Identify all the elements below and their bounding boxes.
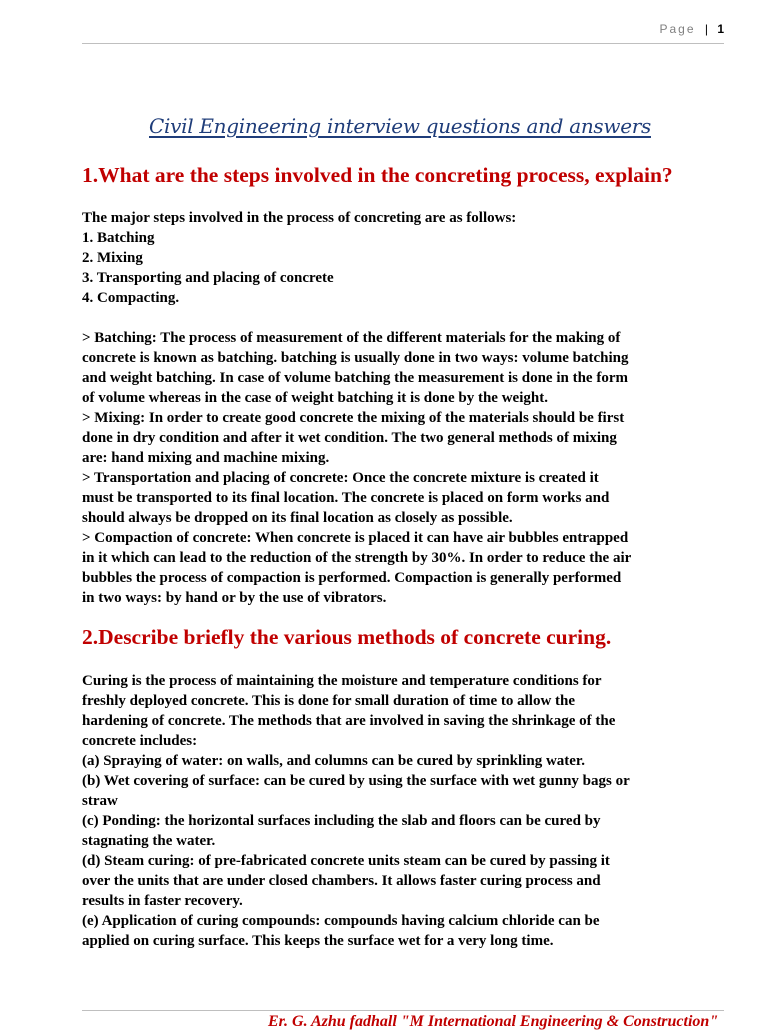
answer-line: (c) Ponding: the horizontal surfaces including the slab and floors can be cured by	[82, 813, 601, 829]
answer-line: should always be dropped on its final location as closely as possible.	[82, 510, 513, 526]
answer-line: 3. Transporting and placing of concrete	[82, 270, 334, 286]
question-1-heading: 1.What are the steps involved in the concreting process, explain?	[82, 163, 673, 187]
answer-line: and weight batching. In case of volume batching the measurement is done in the form	[82, 370, 628, 386]
answer-line: 4. Compacting.	[82, 290, 180, 306]
page-separator: |	[704, 22, 710, 36]
answer-line: results in faster recovery.	[82, 893, 243, 909]
answer-line: are: hand mixing and machine mixing.	[82, 450, 330, 466]
answer-line: (b) Wet covering of surface: can be cured by using the surface with wet gunny bags or	[82, 773, 630, 789]
answer-line: > Batching: The process of measurement of the different materials for the making of	[82, 330, 621, 346]
answer-line: 2. Mixing	[82, 250, 143, 266]
answer-line: > Transportation and placing of concrete: Once the concrete mixture is created it	[82, 470, 599, 486]
page-number: 1	[717, 22, 724, 36]
footer-text: Er. G. Azhu fadhall "M International Engineering & Construction"	[268, 1013, 719, 1030]
question-2-answer	[82, 671, 730, 951]
answer-line: concrete includes:	[82, 733, 198, 749]
answer-line: must be transported to its final location. The concrete is placed on form works and	[82, 490, 610, 506]
answer-line: over the units that are under closed chambers. It allows faster curing process and	[82, 873, 601, 889]
answer-line: in two ways: by hand or by the use of vibrators.	[82, 590, 387, 606]
answer-line: > Compaction of concrete: When concrete is placed it can have air bubbles entrapped	[82, 530, 629, 546]
answer-line: applied on curing surface. This keeps the surface wet for a very long time.	[82, 933, 554, 949]
paragraph-gap	[82, 308, 730, 328]
answer-line: > Mixing: In order to create good concrete the mixing of the materials should be first	[82, 410, 625, 426]
answer-line: done in dry condition and after it wet condition. The two general methods of mixing	[82, 430, 617, 446]
answer-line: stagnating the water.	[82, 833, 216, 849]
header-rule	[82, 43, 724, 44]
answer-line: The major steps involved in the process of concreting are as follows:	[82, 210, 517, 226]
answer-line: concrete is known as batching. batching is usually done in two ways: volume batching	[82, 350, 629, 366]
answer-line: freshly deployed concrete. This is done for small duration of time to allow the	[82, 693, 576, 709]
answer-line: straw	[82, 793, 118, 809]
page-label: Page	[659, 22, 696, 36]
answer-line: 1. Batching	[82, 230, 155, 246]
document-title: Civil Engineering interview questions and answers	[149, 114, 651, 138]
footer-rule	[82, 1010, 724, 1011]
page-number-header	[659, 22, 724, 36]
answer-line: of volume whereas in the case of weight batching it is done by the weight.	[82, 390, 548, 406]
question-2-heading: 2.Describe briefly the various methods of concrete curing.	[82, 625, 612, 649]
answer-line: (d) Steam curing: of pre-fabricated concrete units steam can be cured by passing it	[82, 853, 610, 869]
answer-line: Curing is the process of maintaining the moisture and temperature conditions for	[82, 673, 602, 689]
answer-line: in it which can lead to the reduction of the strength by 30%. In order to reduce the air	[82, 550, 632, 566]
answer-line: (e) Application of curing compounds: compounds having calcium chloride can be	[82, 913, 600, 929]
answer-line: (a) Spraying of water: on walls, and columns can be cured by sprinkling water.	[82, 753, 585, 769]
answer-line: hardening of concrete. The methods that are involved in saving the shrinkage of the	[82, 713, 616, 729]
question-1-answer	[82, 208, 730, 608]
answer-line: bubbles the process of compaction is performed. Compaction is generally performed	[82, 570, 622, 586]
